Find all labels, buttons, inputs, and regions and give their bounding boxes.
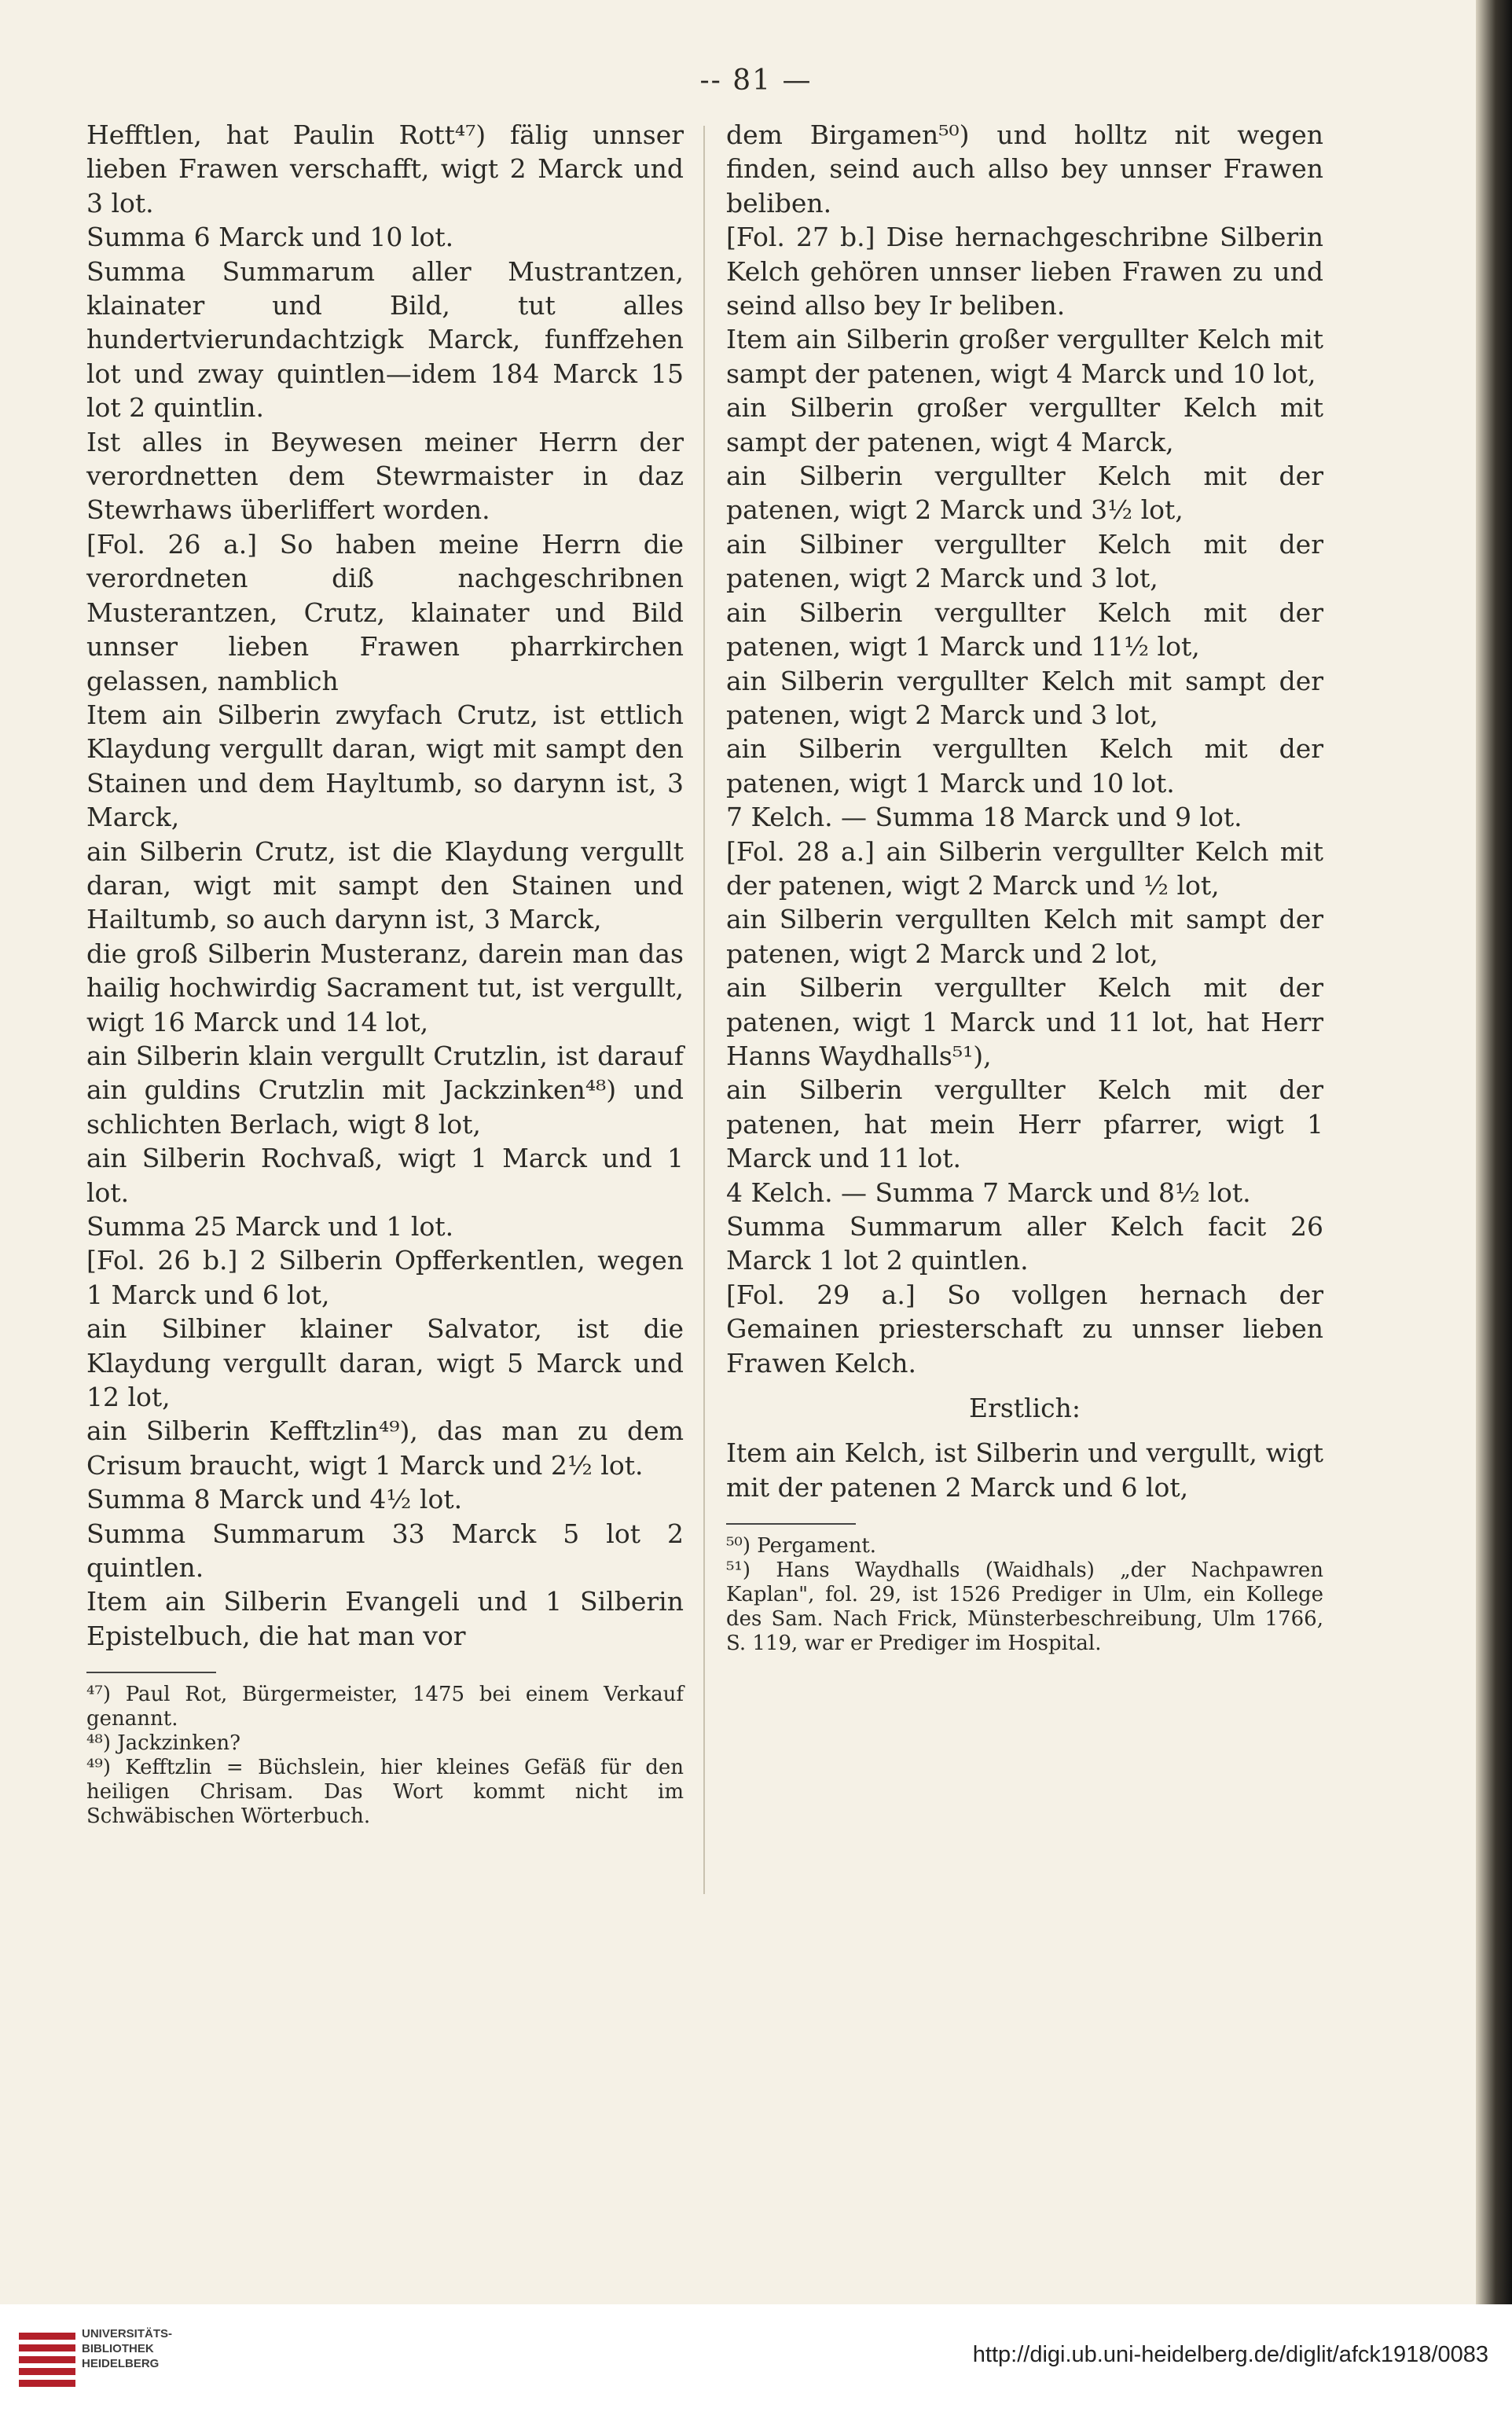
paragraph: ain Silberin vergullter Kelch mit der patenen, wigt 1 Marck und 11½ lot, [726,597,1323,663]
paragraph: 7 Kelch. — Summa 18 Marck und 9 lot. [726,802,1242,833]
paragraph: Summa Summarum 33 Marck 5 lot 2 quintlen. [86,1518,684,1584]
footnote: ⁴⁷) Paul Rot, Bürgermeister, 1475 bei einem Verkauf genannt. [86,1683,684,1731]
paragraph: dem Birgamen⁵⁰) und holltz nit wegen finden, seind auch allso bey unnser Frawen beliben. [726,119,1323,218]
paragraph: ain Silberin vergullter Kelch mit sampt der patenen, wigt 2 Marck und 3 lot, [726,665,1323,730]
section-heading: Erstlich: [968,1393,1081,1424]
right-column [726,118,1323,1656]
paragraph: Hefftlen, hat Paulin Rott⁴⁷) fälig unnser lieben Frawen verschafft, wigt 2 Marck und 3 lot. [86,119,684,218]
paragraph: ain Silberin vergullter Kelch mit der patenen, wigt 1 Marck und 11 lot, hat Herr Hanns Waydhalls⁵¹), [726,972,1323,1071]
paragraph: [Fol. 29 a.] So vollgen hernach der Gemainen priesterschaft zu unnser lieben Frawen Kelch. [726,1279,1323,1379]
permalink-url[interactable]: http://digi.ub.uni-heidelberg.de/diglit/afck1918/0083 [972,2342,1488,2367]
footnote-rule [86,1672,216,1673]
viewer-footer [0,2304,1512,2423]
paragraph: Item ain Silberin großer vergullter Kelch mit sampt der patenen, wigt 4 Marck und 10 lot, [726,324,1323,389]
library-name [82,2326,262,2371]
paragraph: ain Silberin Kefftzlin⁴⁹), das man zu dem Crisum braucht, wigt 1 Marck und 2½ lot. [86,1415,684,1481]
paragraph: ain Silberin vergullter Kelch mit der patenen, wigt 2 Marck und 3½ lot, [726,461,1323,526]
paragraph: Summa Summarum aller Kelch facit 26 Marck 1 lot 2 quintlen. [726,1211,1323,1276]
book-spine-shadow [1476,0,1512,2304]
paragraph: [Fol. 27 b.] Dise hernachgeschribne Silberin Kelch gehören unnser lieben Frawen zu und seind allso bey Ir beliben. [726,222,1323,321]
paragraph: 4 Kelch. — Summa 7 Marck und 8½ lot. [726,1177,1251,1208]
footnote-rule [726,1523,856,1525]
left-text-block [86,118,684,1653]
paragraph: Item ain Silberin Evangeli und 1 Silberin Epistelbuch, die hat man vor [86,1586,684,1651]
paragraph: ain Silberin großer vergullter Kelch mit sampt der patenen, wigt 4 Marck, [726,392,1323,457]
paragraph: [Fol. 26 a.] So haben meine Herrn die verordneten diß nachgeschribnen Musterantzen, Crutz, klainater und Bild unnser lieben Frawen pharrkirchen gelassen, namblich [86,528,684,696]
library-name-line: UNIVERSITÄTS- [82,2327,173,2340]
paragraph: Item ain Kelch, ist Silberin und vergullt, wigt mit der patenen 2 Marck und 6 lot, [726,1437,1323,1503]
page-number: -- 81 — [699,64,813,97]
left-column [86,118,684,1829]
paragraph: ain Silberin vergullten Kelch mit sampt der patenen, wigt 2 Marck und 2 lot, [726,904,1323,969]
paragraph: ain Silberin Crutz, ist die Klaydung vergullt daran, wigt mit sampt den Stainen und Hailtumb, so auch darynn ist, 3 Marck, [86,835,684,935]
footnote: ⁴⁸) Jackzinken? [86,1731,241,1756]
paragraph: Item ain Silberin zwyfach Crutz, ist ettlich Klaydung vergullt daran, wigt mit sampt den Stainen und dem Hayltumb, so darynn ist, 3 Marck, [86,699,684,833]
paragraph: Ist alles in Beywesen meiner Herrn der verordnetten dem Stewrmaister in daz Stewrhaws überliffert worden. [86,426,684,526]
paragraph: [Fol. 26 b.] 2 Silberin Opfferkentlen, wegen 1 Marck und 6 lot, [86,1245,684,1310]
footnote: ⁵¹) Hans Waydhalls (Waidhals) „der Nachpawren Kaplan", fol. 29, ist 1526 Prediger in Ulm, ein Kollege des Sam. Nach Frick, Münsterbeschreibung, Ulm 1766, S. 119, war er Prediger im Hospital. [726,1558,1323,1656]
library-name-line: BIBLIOTHEK [82,2342,154,2355]
paragraph: Summa Summarum aller Mustrantzen, klainater und Bild, tut alles hundertvierundachtzigk Marck, funffzehen lot und zway quintlen—idem 184 Marck 15 lot 2 quintlin. [86,255,684,424]
paragraph: ain Silbiner klainer Salvator, ist die Klaydung vergullt daran, wigt 5 Marck und 12 lot, [86,1313,684,1413]
library-name-line: HEIDELBERG [82,2357,160,2370]
footnote: ⁴⁹) Kefftzlin = Büchslein, hier kleines Gefäß für den heiligen Chrisam. Das Wort kommt nicht im Schwäbischen Wörterbuch. [86,1756,684,1829]
paragraph: ain Silberin klain vergullt Crutzlin, ist darauf ain guldins Crutzlin mit Jackzinken⁴⁸) und schlichten Berlach, wigt 8 lot, [86,1040,684,1140]
footnote: ⁵⁰) Pergament. [726,1534,877,1558]
paragraph: ain Silberin Rochvaß, wigt 1 Marck und 1 lot. [86,1143,684,1208]
paragraph: ain Silberin vergullten Kelch mit der patenen, wigt 1 Marck und 10 lot. [726,733,1323,798]
paragraph: Summa 8 Marck und 4½ lot. [86,1484,463,1515]
paragraph: die groß Silberin Musteranz, darein man das hailig hochwirdig Sacrament tut, ist vergullt, wigt 16 Marck und 14 lot, [86,938,684,1037]
paragraph: Summa 25 Marck und 1 lot. [86,1211,454,1242]
paragraph: ain Silbiner vergullter Kelch mit der patenen, wigt 2 Marck und 3 lot, [726,528,1323,594]
paragraph: ain Silberin vergullter Kelch mit der patenen, hat mein Herr pfarrer, wigt 1 Marck und 11 lot. [726,1074,1323,1174]
paragraph: [Fol. 28 a.] ain Silberin vergullter Kelch mit der patenen, wigt 2 Marck und ½ lot, [726,835,1323,901]
column-divider [703,126,705,1894]
right-text-block [726,118,1323,1504]
paragraph: Summa 6 Marck und 10 lot. [86,222,454,253]
